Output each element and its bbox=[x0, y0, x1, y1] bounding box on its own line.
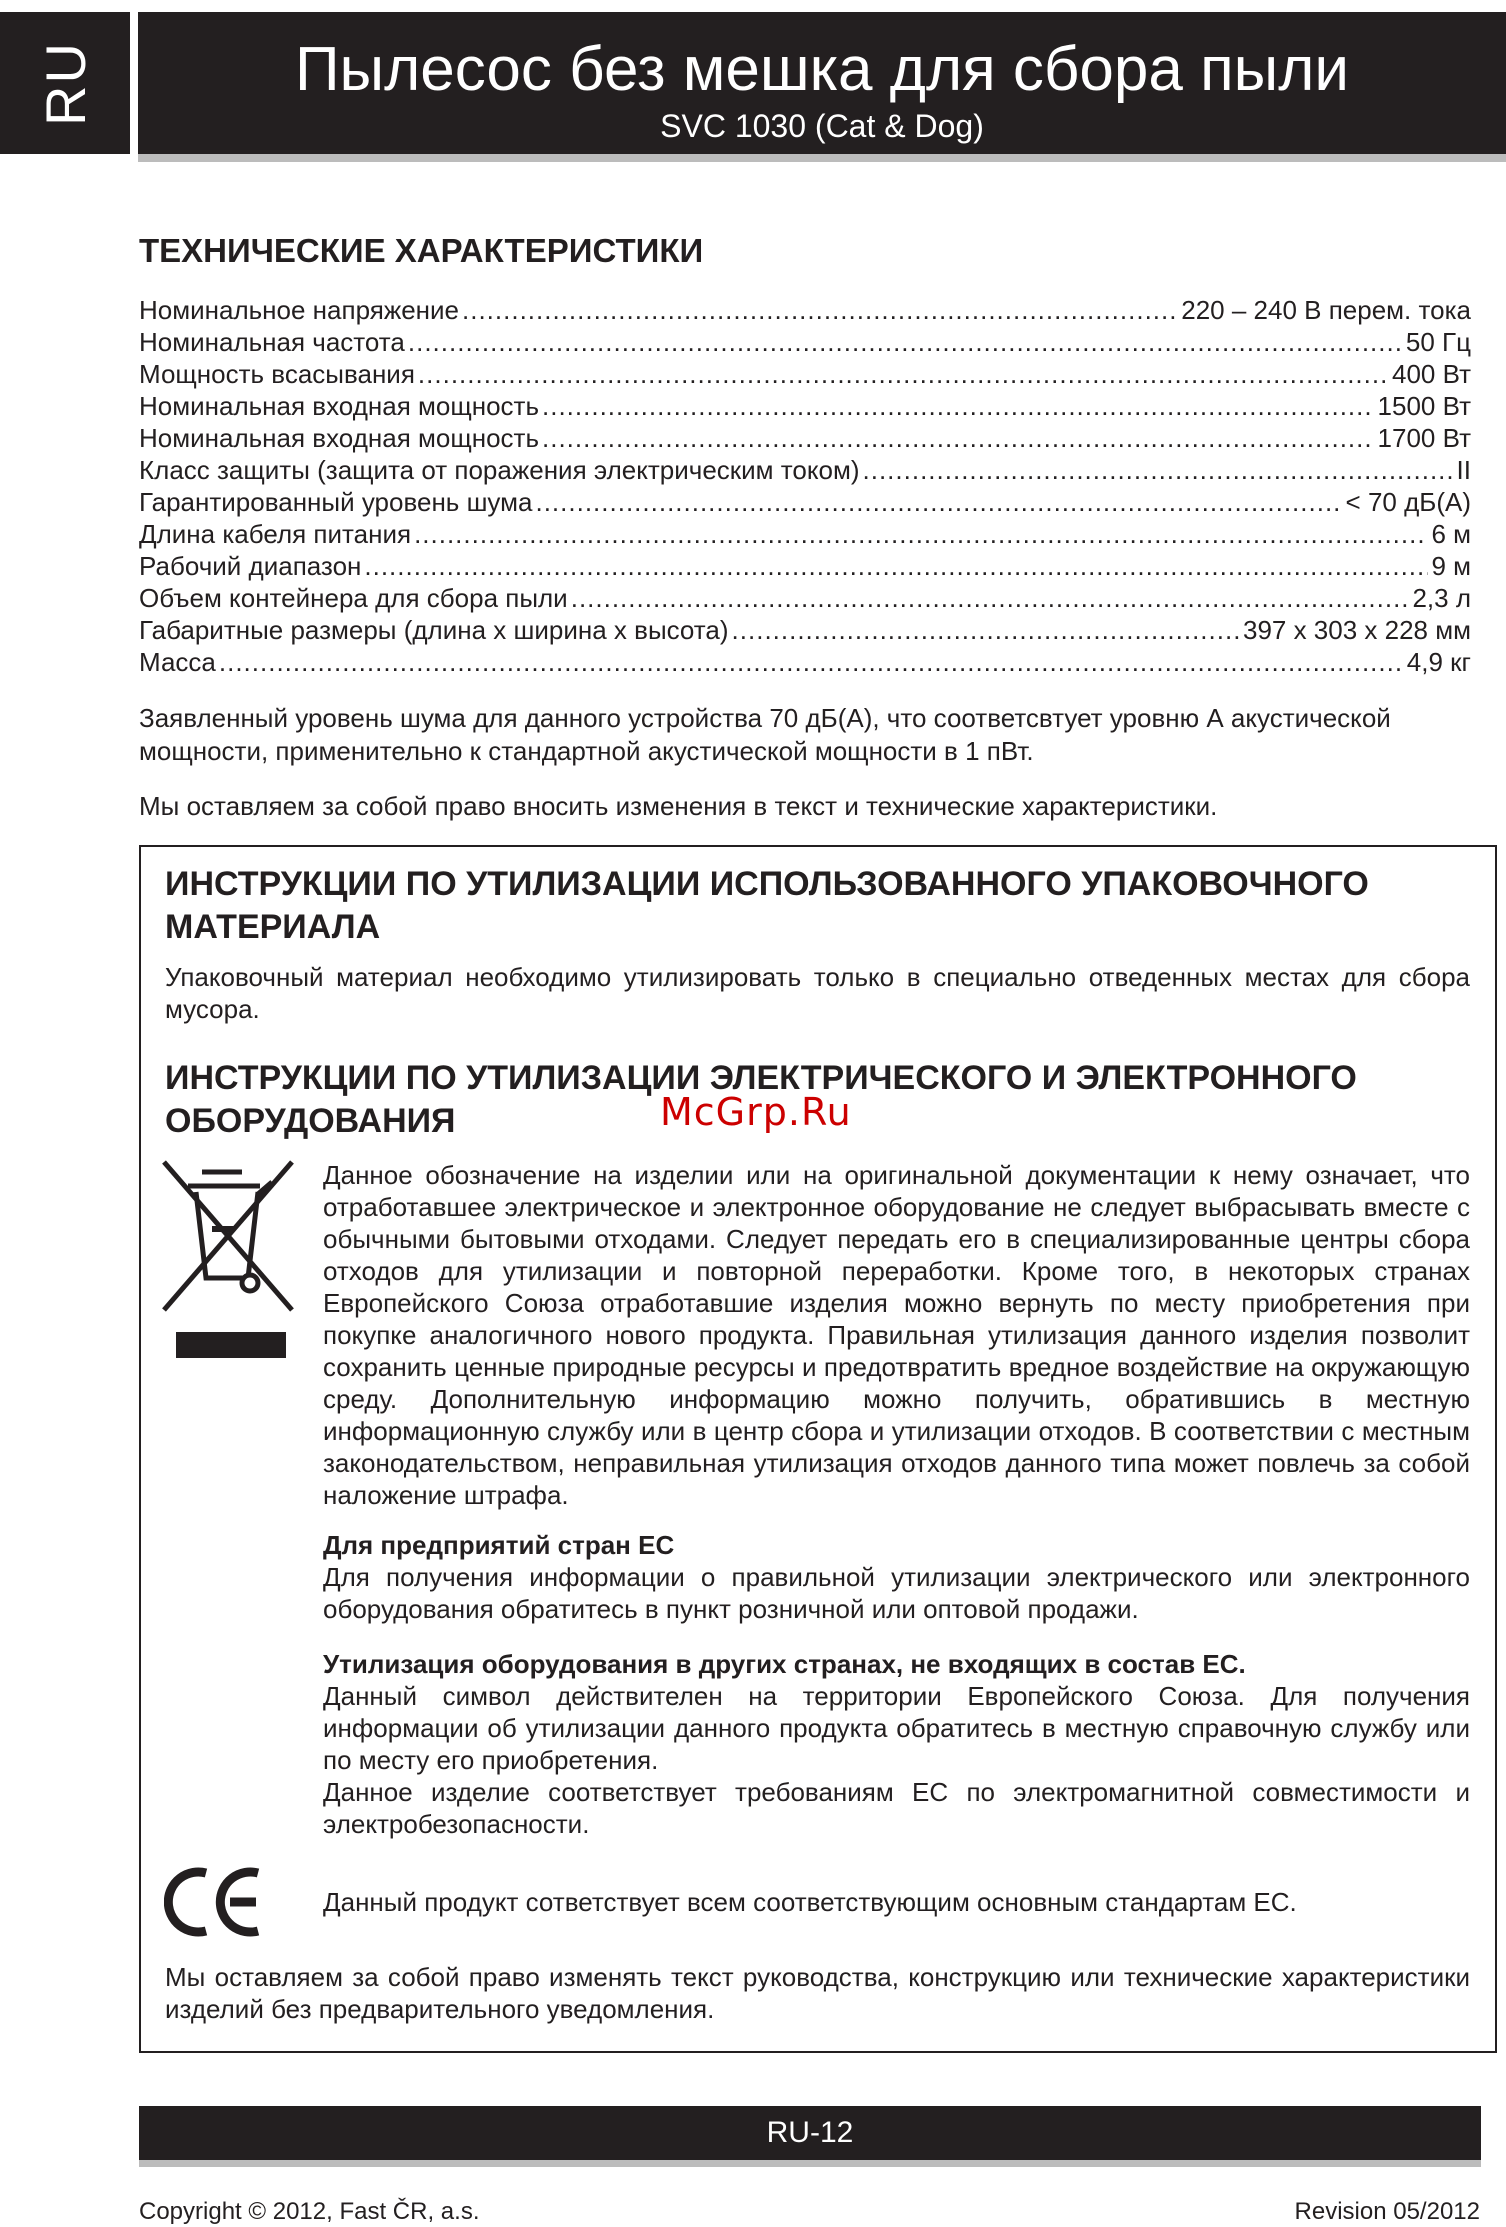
spec-row bbox=[139, 486, 1471, 518]
packaging-text: Упаковочный материал необходимо утилизировать только в специально отведенных местах для сбора мусора. bbox=[165, 962, 1470, 1024]
leader-dots bbox=[364, 550, 1428, 582]
spec-label: Рабочий диапазон bbox=[139, 551, 362, 581]
spec-label: Класс защиты (защита от поражения электрическим током) bbox=[139, 455, 860, 485]
spec-row bbox=[139, 550, 1471, 582]
leader-dots bbox=[219, 646, 1404, 678]
weee-text: Данное обозначение на изделии или на оригинальной документации к нему означает, что отработавшее электрическое и электронное оборудование не следует выбрасывать вместе с обычными бытовыми отходами. Следует передать его в специализированные центры сбора отходов для утилизации и повторной переработки. Кроме того, в некоторых странах Европейского Союза отработавшие изделия можно вернуть по месту приобретения при покупке аналогичного нового продукта. Правильная утилизация данного изделия позволит сохранить ценные природные ресурсы и предотвратить вредное воздействие на окружающую среду. Дополнительную информацию можно получить, обратившись в местную информационную службу или в центр сбора и утилизации отходов. В соответствии с местным законодательством, неправильная утилизация отходов данного типа может повлечь за собой наложение штрафа. bbox=[323, 1160, 1470, 1510]
spec-row bbox=[139, 422, 1471, 454]
spec-label: Мощность всасывания bbox=[139, 359, 415, 389]
spec-value: II bbox=[1456, 455, 1471, 485]
spec-label: Габаритные размеры (длина x ширина x высота) bbox=[139, 615, 729, 645]
leader-dots bbox=[542, 422, 1375, 454]
spec-value: 1700 Вт bbox=[1377, 423, 1471, 453]
spec-row bbox=[139, 518, 1471, 550]
spec-value: 9 м bbox=[1431, 551, 1471, 581]
spec-value: < 70 дБ(А) bbox=[1345, 487, 1471, 517]
crossed-out-wheelie-bin-icon bbox=[162, 1160, 294, 1360]
copyright: Copyright © 2012, Fast ČR, a.s. bbox=[139, 2198, 480, 2225]
weee-heading: ИНСТРУКЦИИ ПО УТИЛИЗАЦИИ ЭЛЕКТРИЧЕСКОГО И ЭЛЕКТРОННОГО ОБОРУДОВАНИЯ bbox=[165, 1059, 1357, 1140]
spec-label: Номинальная входная мощность bbox=[139, 391, 539, 421]
spec-label: Номинальная входная мощность bbox=[139, 423, 539, 453]
revision: Revision 05/2012 bbox=[1294, 2198, 1480, 2225]
spec-row bbox=[139, 326, 1471, 358]
spec-row bbox=[139, 390, 1471, 422]
spec-label: Номинальное напряжение bbox=[139, 295, 460, 325]
language-tab bbox=[0, 12, 130, 154]
spec-value: 400 Вт bbox=[1392, 359, 1471, 389]
spec-label: Номинальная частота bbox=[139, 327, 405, 357]
eu-business-text: Для получения информации о правильной утилизации электрического или электронного оборудования обратитесь в пункт розничной или оптовой продажи. bbox=[323, 1562, 1470, 1624]
non-eu-text: Данный символ действителен на территории Европейского Союза. Для получения информации об утилизации данного продукта обратитесь в местную справочную службу или по месту его приобретения. bbox=[323, 1681, 1470, 1775]
rights-note: Мы оставляем за собой право вносить изменения в текст и технические характеристики. bbox=[139, 791, 1218, 821]
ce-text: Данный продукт сответствует всем соответствующим основным стандартам ЕС. bbox=[323, 1887, 1297, 1917]
specs-list bbox=[139, 294, 1471, 678]
eu-business-title: Для предприятий стран ЕС bbox=[323, 1530, 675, 1560]
model-name: SVC 1030 (Cat & Dog) bbox=[660, 108, 984, 144]
compliance-text: Данное изделие соответствует требованиям ЕС по электромагнитной совместимости и электробезопасности. bbox=[323, 1777, 1470, 1839]
specs-heading: ТЕХНИЧЕСКИЕ ХАРАКТЕРИСТИКИ bbox=[139, 232, 704, 269]
leader-dots bbox=[418, 358, 1389, 390]
disposal-box bbox=[139, 845, 1497, 2053]
leader-dots bbox=[732, 614, 1240, 646]
spec-row bbox=[139, 614, 1471, 646]
language-label: RU bbox=[33, 40, 97, 126]
spec-value: 1500 Вт bbox=[1377, 391, 1471, 421]
spec-value: 6 м bbox=[1431, 519, 1471, 549]
spec-label: Гарантированный уровень шума bbox=[139, 487, 533, 517]
non-eu-title: Утилизация оборудования в других странах, не входящих в состав ЕС. bbox=[323, 1649, 1246, 1679]
spec-value: 50 Гц bbox=[1405, 327, 1471, 357]
spec-label: Масса bbox=[139, 647, 216, 677]
spec-label: Объем контейнера для сбора пыли bbox=[139, 583, 568, 613]
noise-note: Заявленный уровень шума для данного устройства 70 дБ(А), что соответсвтует уровню А акустической мощности, применительно к стандартной акустической мощности в 1 пВт. bbox=[139, 703, 1391, 766]
spec-value: 397 x 303 x 228 мм bbox=[1242, 615, 1471, 645]
leader-dots bbox=[863, 454, 1454, 486]
spec-row bbox=[139, 294, 1471, 326]
spec-row bbox=[139, 358, 1471, 390]
spec-value: 2,3 л bbox=[1412, 583, 1471, 613]
page-number-bar: RU-12 bbox=[139, 2106, 1481, 2160]
spec-row bbox=[139, 646, 1471, 678]
document-title: Пылесос без мешка для сбора пыли bbox=[294, 35, 1350, 104]
leader-dots bbox=[414, 518, 1428, 550]
spec-row bbox=[139, 582, 1471, 614]
leader-dots bbox=[542, 390, 1375, 422]
spec-label: Длина кабеля питания bbox=[139, 519, 412, 549]
spec-value: 4,9 кг bbox=[1406, 647, 1471, 677]
spec-value: 220 – 240 В перем. тока bbox=[1181, 295, 1471, 325]
ce-mark-icon bbox=[164, 1865, 264, 1939]
spec-row bbox=[139, 454, 1471, 486]
leader-dots bbox=[408, 326, 1403, 358]
leader-dots bbox=[571, 582, 1410, 614]
packaging-heading: ИНСТРУКЦИИ ПО УТИЛИЗАЦИИ ИСПОЛЬЗОВАННОГО УПАКОВОЧНОГО МАТЕРИАЛА bbox=[165, 865, 1369, 946]
leader-dots bbox=[462, 294, 1178, 326]
watermark: McGrp.Ru bbox=[660, 1090, 852, 1134]
final-note: Мы оставляем за собой право изменять текст руководства, конструкцию или технические характеристики изделий без предварительного уведомления. bbox=[165, 1962, 1470, 2024]
leader-dots bbox=[535, 486, 1342, 518]
title-bar bbox=[138, 12, 1506, 154]
